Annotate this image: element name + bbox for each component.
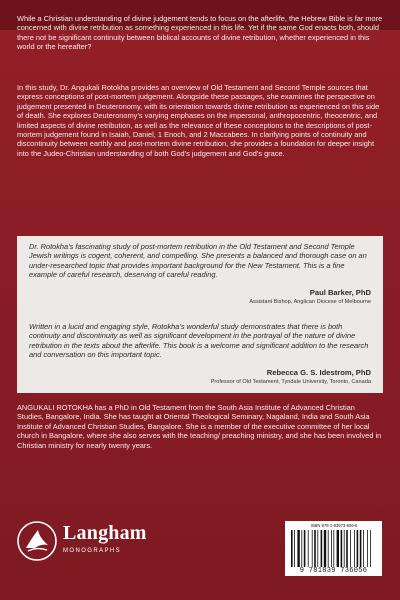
endorsements-box	[17, 236, 383, 393]
barcode-panel	[285, 521, 382, 576]
endorser-name-2: Rebecca G. S. Idestrom, PhD	[266, 368, 371, 377]
isbn-label: ISBN 978-1-83973-606-6	[310, 523, 358, 528]
blurb-paragraph-1: While a Christian understanding of divine judgement tends to focus on the afterlife, the Hebrew Bible is far more concerned with divine retribution as something experienced in this life. Yet if the same God enacts both, should there not be significant continuity between biblical accounts of divine retribution, whether experienced in this world or the hereafter?	[17, 14, 383, 52]
endorser-name-1: Paul Barker, PhD	[309, 288, 371, 297]
publisher-logo	[17, 518, 147, 576]
blurb-paragraph-2: In this study, Dr. Angukali Rotokha provides an overview of Old Testament and Second Temple sources that express conceptions of post-mortem judgement. Alongside these passages, she examines the perspective on judgement presented in Deuteronomy, with its orientation towards divine retribution as experienced on this side of death. She explores Deuteronomy’s varying emphases on the impersonal, anthropocentric, theocentric, and limited aspects of divine retribution, as well as the relevance of these conceptions to the descriptions of post-mortem judgement found in Isaiah, Daniel, 1 Enoch, and 2 Maccabees. In clarifying points of continuity and discontinuity between earthly and post-mortem divine retribution, she provides a foundation for deeper insight into the Judeo-Christian understanding of both God’s judgement and God’s grace.	[17, 83, 380, 158]
isbn-digits: 9 781839 736056	[299, 567, 368, 575]
endorser-role-2: Professor of Old Testament, Tyndale University, Toronto, Canada	[210, 379, 371, 385]
langham-logo-icon	[17, 521, 57, 561]
barcode-bars	[291, 530, 377, 567]
publisher-name: Langham	[63, 522, 147, 544]
endorsement-quote-1: Dr. Rotokha’s fascinating study of post-mortem retribution in the Old Testament and Second Temple Jewish writings is cogent, coherent, and compelling. She presents a balanced and thorough case on an under-researched topic that provides important background for the New Testament. This is a fine example of careful research, deserving of careful reading.	[29, 242, 367, 280]
endorser-role-1: Assistant Bishop, Anglican Diocese of Melbourne	[249, 299, 371, 305]
author-bio: ANGUKALI ROTOKHA has a PhD in Old Testament from the South Asia Institute of Advanced Christian Studies, Bangalore, India. She has taught at Oriental Theological Seminary, Nagaland, India and South Asia Institute of Advanced Christian Studies, Bangalore. She is a member of the executive committee of her local church in Bangalore, where she also serves with the teaching/ preaching ministry, and she has been involved in Christian ministry for nearly twenty years.	[17, 403, 382, 450]
publisher-imprint: MONOGRAPHS	[63, 548, 122, 554]
endorsement-quote-2: Written in a lucid and engaging style, Rotokha’s wonderful study demonstrates that there is both continuity and discontinuity as well as significant development in the portrayal of the nature of divine retribution in the texts about the afterlife. This book is a welcome and significant addition to the research and conversation on this important topic.	[29, 322, 369, 360]
